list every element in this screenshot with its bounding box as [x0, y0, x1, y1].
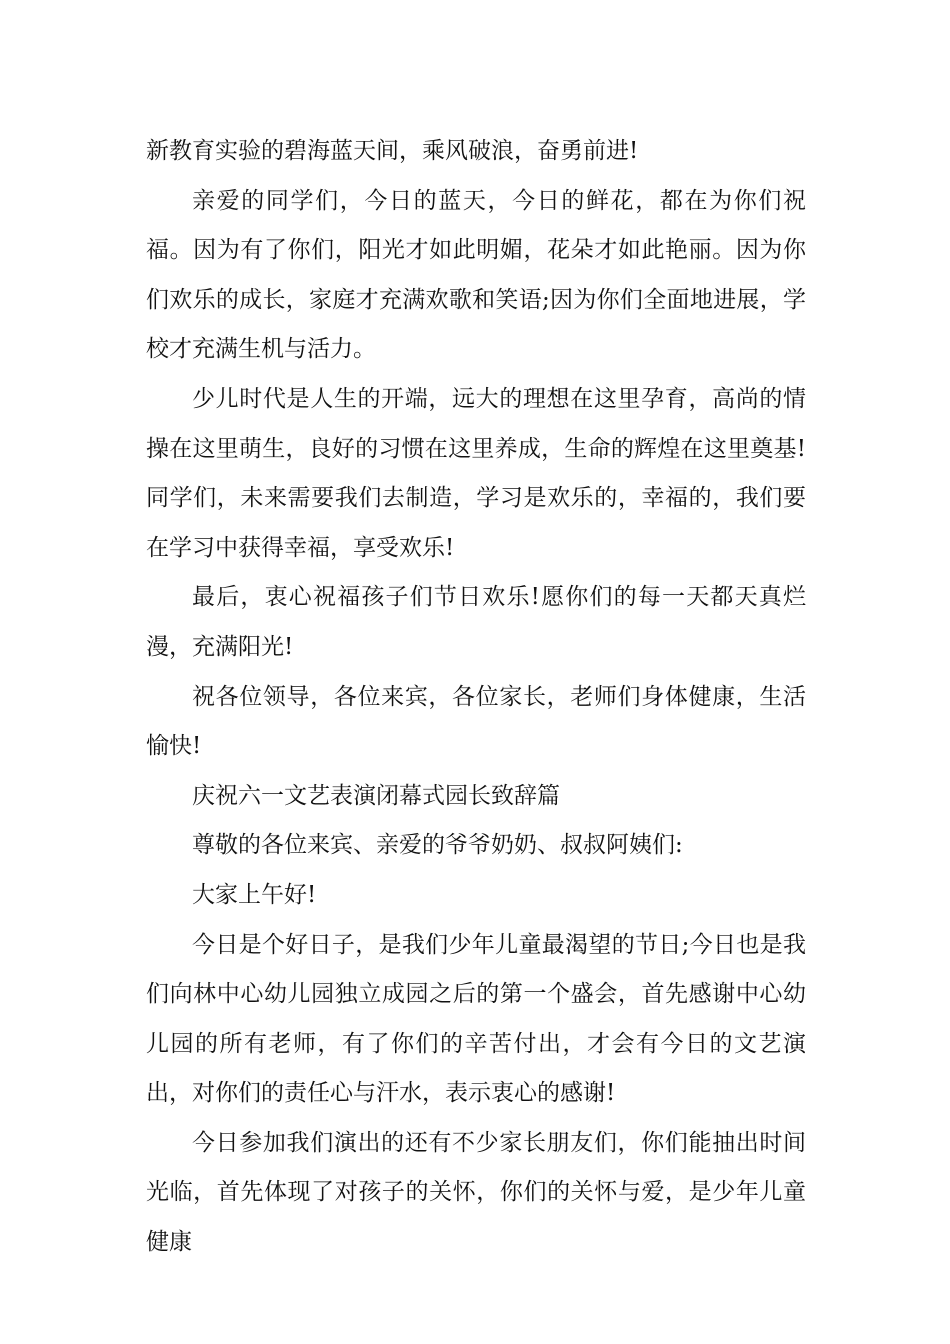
- paragraph-9: 今日是个好日子，是我们少年儿童最渴望的节日;今日也是我们向林中心幼儿园独立成园之后的第一个盛会，首先感谢中心幼儿园的所有老师，有了你们的辛苦付出，才会有今日的文艺演出，对你们的责任心与汗水，表示衷心的感谢!: [146, 931, 806, 1107]
- paragraph-10: 今日参加我们演出的还有不少家长朋友们，你们能抽出时间光临，首先体现了对孩子的关怀，你们的关怀与爱，是少年儿童健康: [146, 1129, 806, 1256]
- paragraph-3: 少儿时代是人生的开端，远大的理想在这里孕育，高尚的情操在这里萌生，良好的习惯在这里养成，生命的辉煌在这里奠基!同学们，未来需要我们去制造，学习是欢乐的，幸福的，我们要在学习中获得幸福，享受欢乐!: [146, 385, 806, 561]
- salutation: 尊敬的各位来宾、亲爱的爷爷奶奶、叔叔阿姨们:: [192, 832, 683, 859]
- section-heading: 庆祝六一文艺表演闭幕式园长致辞篇: [192, 782, 560, 809]
- paragraph-1: 新教育实验的碧海蓝天间，乘风破浪，奋勇前进!: [146, 138, 639, 164]
- document-body: [146, 127, 806, 1268]
- paragraph-4: 最后，衷心祝福孩子们节日欢乐!愿你们的每一天都天真烂漫，充满阳光!: [146, 584, 806, 660]
- paragraph-2: 亲爱的同学们，今日的蓝天，今日的鲜花，都在为你们祝福。因为有了你们，阳光才如此明媚，花朵才如此艳丽。因为你们欢乐的成长，家庭才充满欢歌和笑语;因为你们全面地进展，学校才充满生机与活力。: [146, 187, 806, 363]
- paragraph-5: 祝各位领导，各位来宾，各位家长，老师们身体健康，生活愉快!: [146, 683, 806, 760]
- greeting: 大家上午好!: [192, 881, 317, 908]
